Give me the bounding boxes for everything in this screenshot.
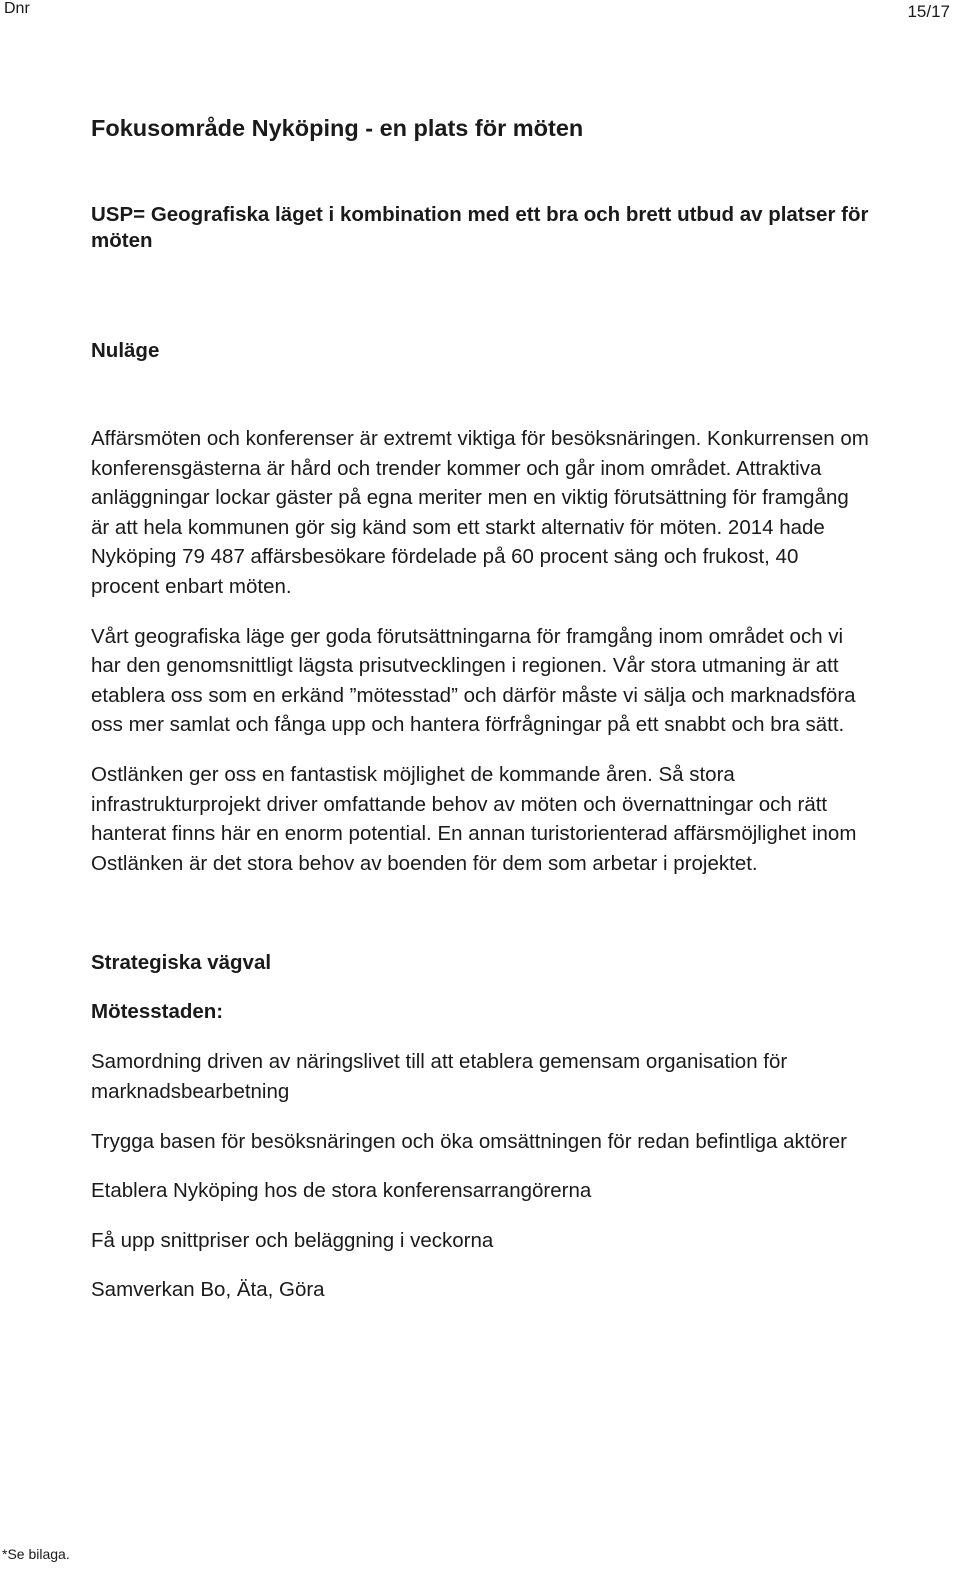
strategy-item: Få upp snittpriser och beläggning i veckorna xyxy=(91,1228,494,1252)
usp-statement: USP= Geografiska läget i kombination med ett bra och brett utbud av platser för möten xyxy=(91,203,869,252)
footer-note: *Se bilaga. xyxy=(2,1546,70,1562)
strategy-item: Trygga basen för besöksnäringen och öka omsättningen för redan befintliga aktörer xyxy=(91,1129,847,1153)
document-title: Fokusområde Nyköping - en plats för möten xyxy=(91,115,584,141)
page-number: 15/17 xyxy=(907,2,950,21)
header-dnr: Dnr xyxy=(4,0,30,17)
strategy-item: Etablera Nyköping hos de stora konferensarrangörerna xyxy=(91,1179,592,1203)
paragraph-nulage-2: Vårt geografiska läge ger goda förutsättningarna för framgång inom området och vi har den genomsnittligt lägsta prisutvecklingen i regionen. Vår stora utmaning är att etablera oss som en erkänd ”mötesstad” och därför måste vi sälja och marknadsföra oss mer samlat och fånga upp och hantera förfrågningar på ett snabbt och bra sätt. xyxy=(91,624,856,737)
paragraph-nulage-3: Ostlänken ger oss en fantastisk möjlighet de kommande åren. Så stora infrastrukturprojekt driver omfattande behov av möten och övernattningar och rätt hanterat finns här en enorm potential. En annan turistorienterad affärsmöjlighet inom Ostlänken är det stora behov av boenden för dem som arbetar i projektet. xyxy=(91,762,857,875)
section-heading-nulage: Nuläge xyxy=(91,339,160,362)
subheading-motesstaden: Mötesstaden: xyxy=(91,1000,224,1024)
strategy-item: Samordning driven av näringslivet till att etablera gemensam organisation för marknadsbearbetning xyxy=(91,1050,788,1103)
paragraph-nulage-1: Affärsmöten och konferenser är extremt viktiga för besöksnäringen. Konkurrensen om konferensgästerna är hård och trender kommer och går inom området. Attraktiva anläggningar lockar gäster på egna meriter men en viktig förutsättning för framgång är att hela kommunen gör sig känd som ett starkt alternativ för möten. 2014 hade Nyköping 79 487 affärsbesökare fördelade på 60 procent säng och frukost, 40 procent enbart möten. xyxy=(91,427,869,598)
section-heading-strategiska: Strategiska vägval xyxy=(91,951,272,975)
strategy-item: Samverkan Bo, Äta, Göra xyxy=(91,1278,325,1302)
document-body xyxy=(91,112,871,1305)
